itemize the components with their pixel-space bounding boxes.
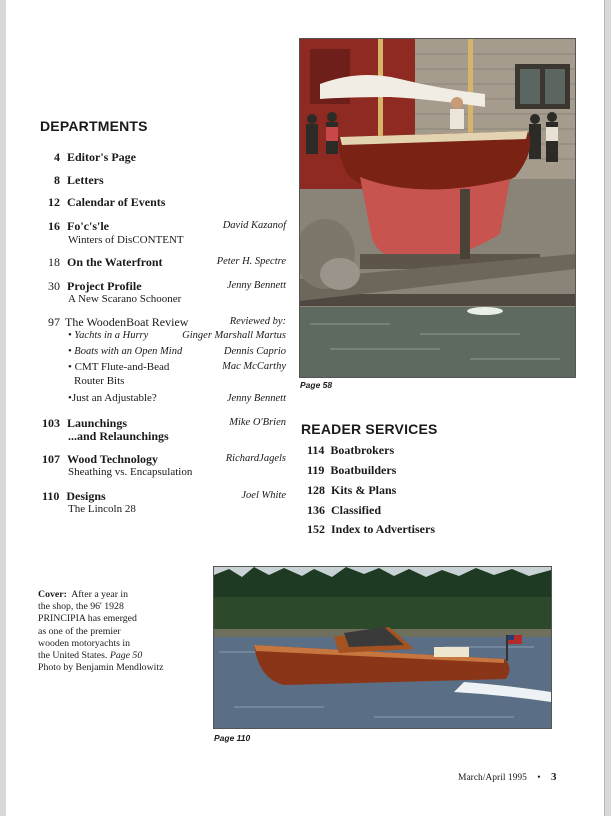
toc-subtitle: Winters of DisCONTENT	[68, 234, 184, 246]
reader-services-heading: READER SERVICES	[301, 421, 438, 437]
toc-author: Jenny Bennett	[226, 280, 286, 291]
page-footer	[458, 771, 556, 783]
toc-title: Editor's Page	[67, 150, 136, 164]
toc-title: Wood Technology	[67, 452, 159, 466]
motoryacht-illustration	[214, 567, 551, 728]
toc-title: Calendar of Events	[67, 195, 166, 209]
toc-page-number: 97	[48, 315, 60, 329]
cover-credit: Photo by Benjamin Mendlowitz	[38, 662, 164, 674]
toc-page-number: 16	[48, 219, 60, 233]
magazine-page	[6, 0, 605, 816]
toc-author: Peter H. Spectre	[216, 256, 286, 267]
cover-line: After a year in	[71, 589, 129, 600]
review-item: • CMT Flute-and-Bead	[68, 361, 170, 373]
toc-entry[interactable]	[48, 195, 165, 210]
service-page-number: 114	[307, 443, 325, 457]
reviewer: Ginger Marshall Martus	[182, 330, 286, 341]
reviewer: Mac McCarthy	[222, 361, 286, 372]
cover-line: the shop, the 96' 1928	[38, 601, 124, 613]
toc-author: Mike O'Brien	[229, 417, 286, 428]
toc-entry[interactable]	[42, 452, 158, 467]
toc-author: Reviewed by:	[229, 316, 286, 327]
service-title: Index to Advertisers	[331, 522, 435, 536]
toc-title: Launchings	[67, 416, 128, 430]
service-page-number: 119	[307, 463, 325, 477]
service-page-number: 136	[307, 503, 325, 517]
boat-launch-illustration	[300, 39, 575, 377]
toc-author: RichardJagels	[225, 453, 286, 464]
cover-line: PRINCIPIA has emerged	[38, 613, 137, 625]
toc-subtitle: The Lincoln 28	[68, 503, 136, 515]
toc-subtitle: A New Scarano Schooner	[68, 293, 182, 305]
toc-author: Joel White	[241, 490, 286, 501]
cover-note	[38, 589, 208, 674]
toc-page-number: 18	[48, 255, 60, 269]
bottom-photo-caption: Page 110	[214, 733, 251, 743]
toc-page-number: 30	[48, 279, 60, 293]
service-title: Kits & Plans	[331, 483, 397, 497]
toc-page-number: 12	[48, 195, 60, 209]
toc-page-number: 110	[42, 489, 60, 503]
toc-title: Letters	[67, 173, 104, 187]
toc-entry[interactable]	[48, 315, 188, 330]
cover-line: the United States.	[38, 650, 108, 662]
toc-entry[interactable]	[48, 279, 142, 294]
cover-label: Cover:	[38, 589, 67, 600]
boat-launch-photo	[299, 38, 576, 378]
service-entry[interactable]	[307, 463, 396, 478]
departments-heading: DEPARTMENTS	[40, 118, 148, 134]
service-title: Classified	[331, 503, 382, 517]
reviewer: Jenny Bennett	[226, 393, 286, 404]
toc-page-number: 8	[54, 173, 60, 187]
service-entry[interactable]	[307, 443, 394, 458]
service-page-number: 152	[307, 522, 325, 536]
service-entry[interactable]	[307, 522, 435, 537]
toc-title: The WoodenBoat Review	[65, 315, 189, 329]
toc-entry[interactable]	[54, 150, 136, 165]
reviewer: Dennis Caprio	[223, 346, 286, 357]
toc-entry[interactable]	[54, 173, 104, 188]
review-item: • Boats with an Open Mind	[68, 346, 183, 357]
toc-entry[interactable]	[48, 255, 163, 270]
toc-title: Project Profile	[67, 279, 142, 293]
cover-line: as one of the premier	[38, 625, 121, 637]
toc-subtitle: Sheathing vs. Encapsulation	[68, 466, 193, 478]
review-item: • Yachts in a Hurry	[68, 330, 149, 341]
footer-separator: •	[537, 773, 541, 783]
toc-title: On the Waterfront	[67, 255, 163, 269]
cover-line: wooden motoryachts in	[38, 637, 130, 649]
service-entry[interactable]	[307, 483, 396, 498]
motoryacht-photo	[213, 566, 552, 729]
cover-page-ref: Page 50	[109, 650, 143, 662]
service-title: Boatbrokers	[330, 443, 395, 457]
issue-date: March/April 1995	[458, 773, 527, 783]
toc-page-number: 107	[42, 452, 60, 466]
top-photo-caption: Page 58	[300, 380, 333, 390]
toc-title: Fo'c's'le	[67, 219, 109, 233]
toc-author: David Kazanof	[222, 220, 286, 231]
toc-subtitle: ...and Relaunchings	[68, 429, 169, 443]
page-number: 3	[550, 771, 557, 783]
toc-title: Designs	[66, 489, 106, 503]
toc-page-number: 103	[42, 416, 60, 430]
toc-entry[interactable]	[48, 219, 109, 234]
service-title: Boatbuilders	[330, 463, 397, 477]
toc-page-number: 4	[54, 150, 60, 164]
service-entry[interactable]	[307, 503, 381, 518]
review-item-continued: Router Bits	[74, 375, 125, 387]
review-item: •Just an Adjustable?	[68, 392, 157, 404]
toc-entry[interactable]	[42, 489, 106, 504]
service-page-number: 128	[307, 483, 325, 497]
